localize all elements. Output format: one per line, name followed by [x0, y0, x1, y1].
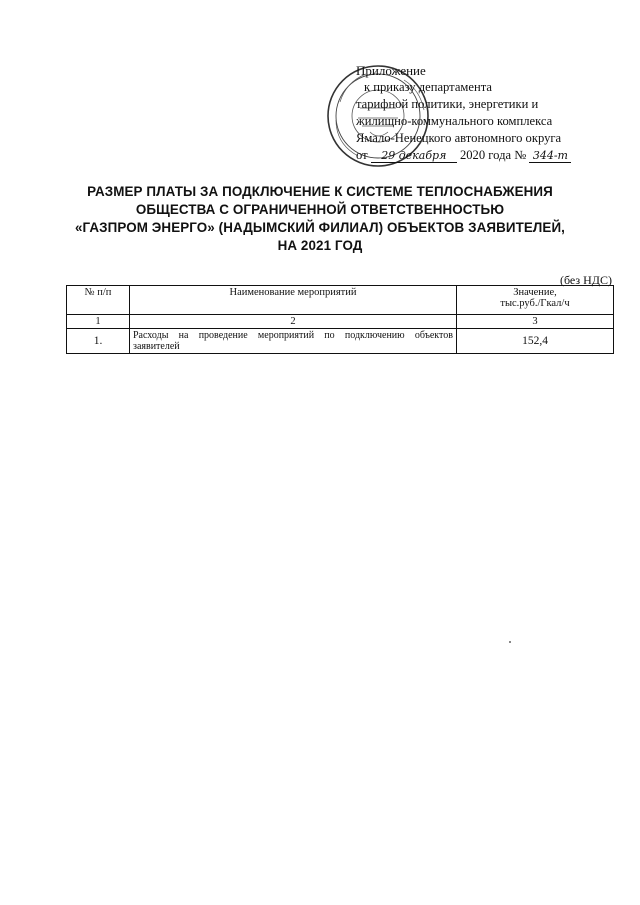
row-num: 1. — [67, 329, 130, 354]
title-line-2: ОБЩЕСТВА С ОГРАНИЧЕННОЙ ОТВЕТСТВЕННОСТЬЮ — [135, 202, 505, 217]
appendix-line-2: к приказу департамента — [364, 80, 492, 94]
appendix-header — [356, 62, 618, 164]
date-suffix: 2020 года № — [459, 148, 527, 162]
appendix-line-4: жилищно-коммунального комплекса — [356, 114, 553, 128]
title-line-4: НА 2021 ГОД — [277, 238, 363, 253]
appendix-line-5: Ямало-Ненецкого автономного округа — [356, 131, 562, 145]
column-number: 3 — [457, 315, 614, 329]
header-value — [457, 286, 614, 315]
table-row — [67, 329, 614, 354]
document-title — [0, 183, 640, 255]
column-number-row — [67, 315, 614, 329]
vat-note: (без НДС) — [559, 273, 612, 287]
header-num: № п/п — [67, 286, 130, 315]
row-name: Расходы на проведение мероприятий по подключению объектов заявителей — [130, 329, 457, 354]
title-line-3: «ГАЗПРОМ ЭНЕРГО» (НАДЫМСКИЙ ФИЛИАЛ) ОБЪЕКТОВ ЗАЯВИТЕЛЕЙ, — [74, 220, 565, 235]
appendix-line-3: тарифной политики, энергетики и — [356, 97, 539, 111]
scan-speck — [509, 641, 511, 643]
order-number: 344-т — [529, 150, 571, 163]
header-value-line-2: тыс.руб./Гкал/ч — [500, 298, 570, 309]
column-number: 1 — [67, 315, 130, 329]
fee-table — [66, 285, 614, 354]
date-value: 29 декабря — [371, 150, 457, 163]
header-value-line-1: Значение, — [513, 287, 557, 298]
row-value: 152,4 — [457, 329, 614, 354]
title-line-1: РАЗМЕР ПЛАТЫ ЗА ПОДКЛЮЧЕНИЕ К СИСТЕМЕ ТЕПЛОСНАБЖЕНИЯ — [87, 184, 553, 199]
date-prefix: от — [356, 148, 368, 162]
header-name: Наименование мероприятий — [130, 286, 457, 315]
appendix-line-1: Приложение — [356, 63, 426, 78]
appendix-date-line — [356, 147, 618, 164]
table-header-row — [67, 286, 614, 315]
column-number: 2 — [130, 315, 457, 329]
